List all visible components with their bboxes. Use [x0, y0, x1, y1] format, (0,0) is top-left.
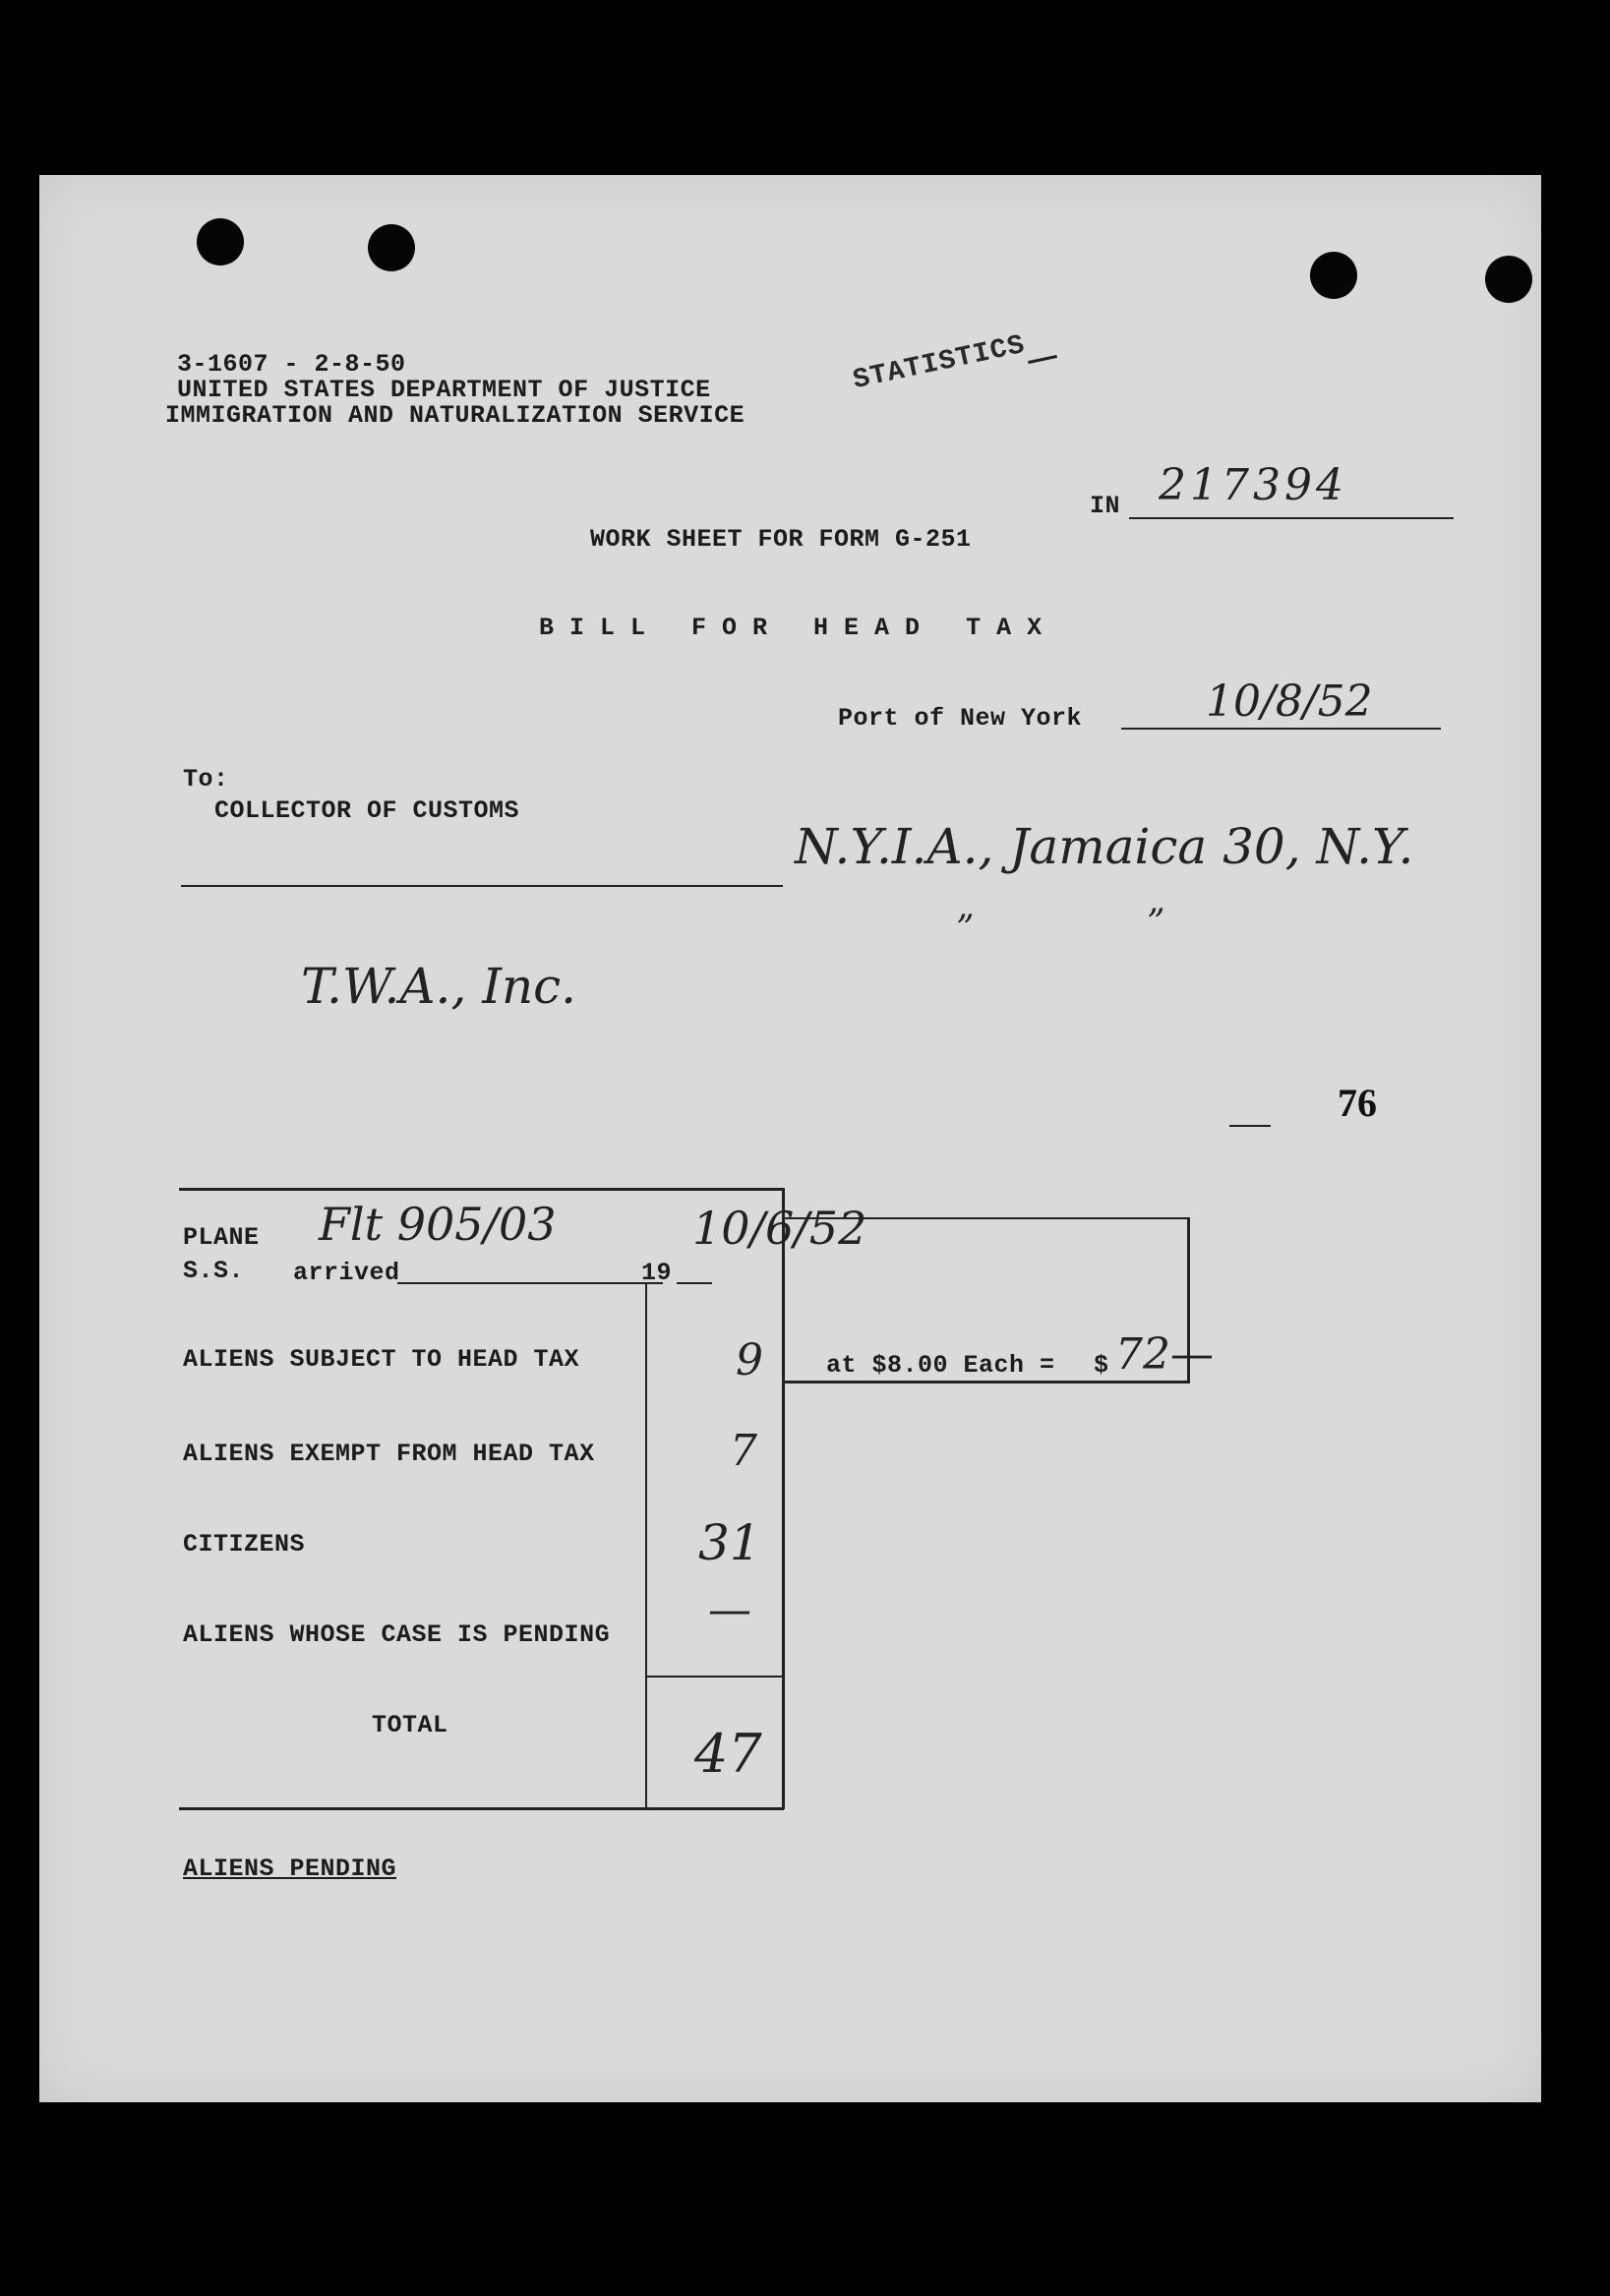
stamp-underline [1028, 355, 1057, 364]
row-label-pending: ALIENS WHOSE CASE IS PENDING [183, 1620, 611, 1649]
port-date-underline [1121, 728, 1441, 730]
plane-label: PLANE [183, 1223, 260, 1252]
page-number: 76 [1338, 1081, 1377, 1125]
total-divider [645, 1676, 784, 1678]
port-date: 10/8/52 [1206, 677, 1373, 727]
arrived-label: arrived [293, 1259, 400, 1287]
table-top-rule [179, 1188, 784, 1191]
form-number: 3-1607 - 2-8-50 [177, 350, 406, 379]
to-label: To: [183, 765, 229, 794]
port-label: Port of New York [838, 704, 1083, 733]
row-value-subject: 9 [736, 1335, 763, 1385]
right-box-bottom [784, 1381, 1190, 1383]
total-label: TOTAL [372, 1711, 448, 1739]
total-value: 47 [694, 1723, 762, 1785]
service-name: IMMIGRATION AND NATURALIZATION SERVICE [165, 401, 745, 430]
worksheet-title: WORK SHEET FOR FORM G-251 [590, 525, 972, 554]
flight-handwritten: Flt 905/03 [319, 1198, 557, 1251]
collector-underline [181, 885, 783, 887]
arrival-date-handwritten: 10/6/52 [692, 1202, 867, 1255]
address-handwritten: N.Y.I.A., Jamaica 30, N.Y. [795, 818, 1414, 875]
punch-hole [368, 224, 415, 271]
page-number-dash [1229, 1125, 1271, 1127]
punch-hole [197, 218, 244, 265]
row-value-citizens: 31 [698, 1514, 761, 1571]
in-number: 217394 [1159, 460, 1347, 510]
ss-label: S.S. [183, 1257, 245, 1285]
statistics-stamp: STATISTICS [850, 329, 1029, 397]
row-label-exempt: ALIENS EXEMPT FROM HEAD TAX [183, 1440, 595, 1468]
in-underline [1129, 517, 1454, 519]
in-label: IN [1090, 492, 1121, 520]
carrier-handwritten: T.W.A., Inc. [301, 958, 577, 1015]
year-prefix: 19 [641, 1259, 673, 1287]
ditto-mark: ” [956, 909, 975, 949]
bill-title: B I L L F O R H E A D T A X [539, 614, 1043, 642]
collector-label: COLLECTOR OF CUSTOMS [214, 796, 520, 825]
department-name: UNITED STATES DEPARTMENT OF JUSTICE [177, 376, 711, 404]
year-underline [677, 1282, 712, 1284]
row-value-pending: — [708, 1585, 751, 1635]
arrived-underline [397, 1282, 663, 1284]
ditto-mark: ” [1147, 903, 1165, 943]
rate-text: at $8.00 Each = [826, 1351, 1055, 1380]
amount-value: 72— [1115, 1329, 1214, 1380]
row-value-exempt: 7 [730, 1426, 757, 1476]
document-page [39, 175, 1541, 2102]
count-column-left [645, 1284, 647, 1809]
row-label-citizens: CITIZENS [183, 1530, 306, 1559]
punch-hole [1485, 256, 1532, 303]
punch-hole [1310, 252, 1357, 299]
table-bottom-rule [179, 1807, 784, 1810]
row-label-subject: ALIENS SUBJECT TO HEAD TAX [183, 1345, 580, 1374]
amount-prefix: $ [1094, 1351, 1109, 1380]
count-column-right [782, 1188, 785, 1809]
aliens-pending-label: ALIENS PENDING [183, 1854, 397, 1883]
